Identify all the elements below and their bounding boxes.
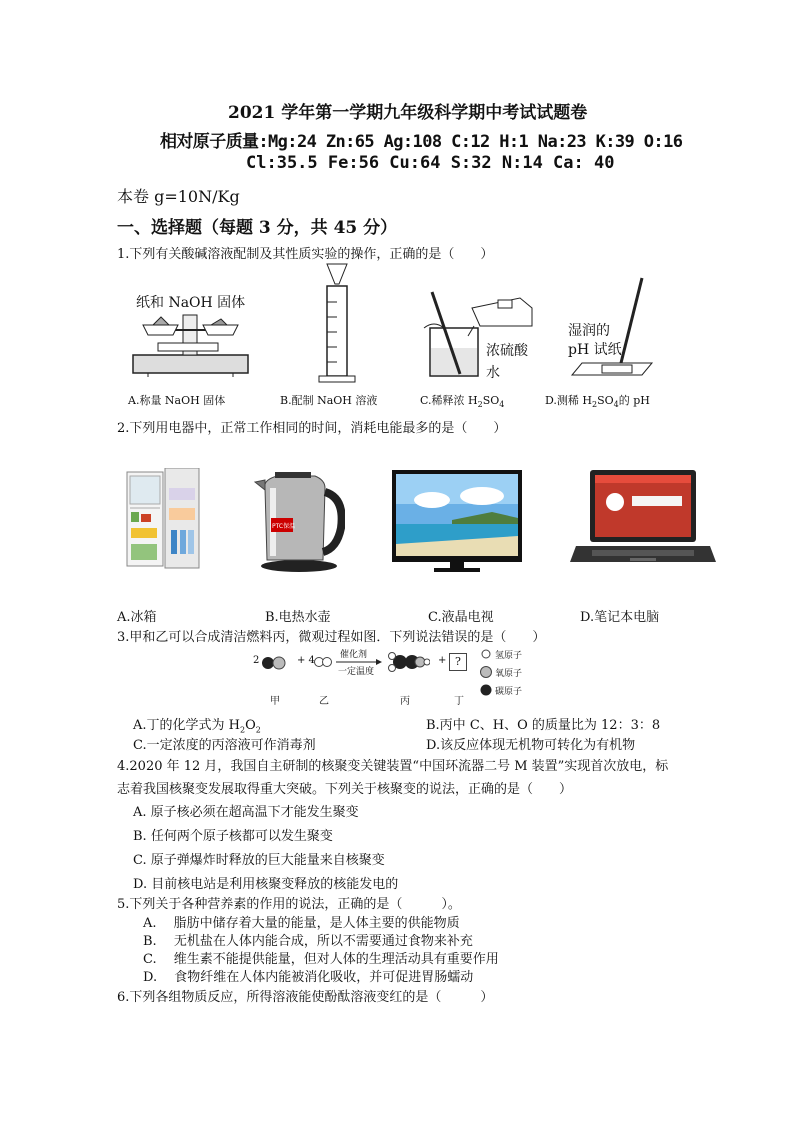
section-heading: 一、选择题（每题 3 分，共 45 分） [117, 218, 398, 238]
q3-legend-carbon-icon [480, 684, 492, 696]
q3-legend-hydrogen: 氢原子 [495, 651, 523, 661]
q3-catalyst: 催化剂 [340, 650, 368, 660]
q1-option-a[interactable]: A.称量 NaOH 固体 [128, 394, 226, 407]
sub: 4 [613, 400, 619, 410]
q1-fig-d-label-1: 湿润的 [568, 323, 610, 339]
q4-option-d[interactable]: D. 目前核电站是利用核聚变释放的核能发电的 [133, 877, 399, 892]
q3-unknown: ? [455, 655, 461, 668]
q1-option-c[interactable] [420, 392, 504, 409]
q4-option-b[interactable]: B. 任何两个原子核都可以发生聚变 [133, 829, 333, 844]
q2-option-a[interactable]: A.冰箱 [117, 610, 157, 625]
sub: 2 [255, 725, 261, 735]
q3-option-a-o: O [245, 718, 256, 733]
sub: 2 [592, 400, 598, 410]
exam-title: 2021 学年第一学期九年级科学期中考试试题卷 [228, 103, 588, 123]
q5-option-d[interactable]: D. 食物纤维在人体内能被消化吸收，并可促进胃肠蠕动 [143, 970, 474, 985]
q3-plus-4: + 4 [297, 655, 315, 666]
q1-option-d-text: D.测稀 H [545, 394, 593, 407]
gravity-note: 本卷 g=10N/Kg [117, 187, 240, 206]
q5-option-a[interactable]: A. 脂肪中储存着大量的能量，是人体主要的供能物质 [143, 916, 460, 931]
q1-cylinder-figure [315, 262, 360, 384]
q3-option-c[interactable]: C.一定浓度的丙溶液可作消毒剂 [133, 738, 316, 753]
q3-label-ding: 丁 [454, 696, 464, 707]
q3-plus-2: + [438, 655, 447, 666]
q3-label-bing: 丙 [400, 696, 410, 707]
q2-option-c[interactable]: C.液晶电视 [428, 610, 494, 625]
q3-legend-hydrogen-icon [481, 649, 491, 659]
q1-stem: 1.下列有关酸碱溶液配制及其性质实验的操作，正确的是（ ） [117, 247, 494, 262]
q4-option-c[interactable]: C. 原子弹爆炸时释放的巨大能量来自核聚变 [133, 853, 385, 868]
kettle-badge: PTC保温 [272, 523, 296, 530]
q3-label-yi: 乙 [319, 696, 329, 707]
q3-coef-left: 2 [253, 655, 260, 666]
q5-option-c[interactable]: C. 维生素不能提供能量，但对人体的生理活动具有重要作用 [143, 952, 499, 967]
q1-option-d[interactable] [545, 392, 650, 409]
q3-option-a-text: A.丁的化学式为 H [133, 718, 240, 733]
q3-molecule-c [388, 650, 430, 674]
q4-stem-line-2: 志着我国核聚变发展取得重大突破。下列关于核聚变的说法，正确的是（ ） [117, 782, 573, 797]
atomic-mass-line-1: 相对原子质量:Mg:24 Zn:65 Ag:108 C:12 H:1 Na:23 K:39 O:16 [160, 132, 683, 152]
q4-stem-line-1: 4.2020 年 12 月，我国自主研制的核聚变关键装置“中国环流器二号 M 装置”实现首次放电，标 [117, 759, 669, 774]
q1-fig-c-label-acid: 浓硫酸 [486, 343, 528, 359]
sub: 4 [499, 400, 505, 410]
q3-option-d[interactable]: D.该反应体现无机物可转化为有机物 [426, 738, 636, 753]
q1-fig-d-label-2: pH 试纸 [568, 342, 622, 358]
q3-molecule-a [260, 655, 288, 671]
q3-legend-carbon: 碳原子 [495, 687, 523, 697]
q3-legend-oxygen: 氧原子 [495, 669, 523, 679]
q3-legend-oxygen-icon [480, 666, 492, 678]
q1-option-c-so: SO [482, 394, 500, 407]
tv-image [392, 470, 522, 574]
atomic-mass-line-2: Cl:35.5 Fe:56 Cu:64 S:32 N:14 Ca: 40 [246, 153, 615, 173]
q1-fig-c-label-water: 水 [486, 365, 500, 381]
q1-option-b[interactable]: B.配制 NaOH 溶液 [280, 394, 378, 407]
q6-stem: 6.下列各组物质反应，所得溶液能使酚酞溶液变红的是（ ） [117, 990, 494, 1005]
q3-unknown-box [449, 653, 467, 671]
fridge-image [125, 468, 203, 573]
laptop-image [570, 470, 716, 570]
q2-option-b[interactable]: B.电热水壶 [265, 610, 331, 625]
q3-option-b[interactable]: B.丙中 C、H、O 的质量比为 12：3：8 [426, 718, 661, 733]
q1-option-c-text: C.稀释浓 H [420, 394, 478, 407]
kettle-image [253, 468, 345, 573]
q3-stem: 3.甲和乙可以合成清洁燃料丙，微观过程如图．下列说法错误的是（ ） [117, 630, 546, 645]
q2-stem: 2.下列用电器中，正常工作相同的时间，消耗电能最多的是（ ） [117, 421, 507, 436]
q1-dilution-figure [420, 290, 540, 380]
q3-condition: 一定温度 [338, 667, 375, 677]
q1-option-d-so: SO [597, 394, 614, 407]
q3-option-a[interactable] [133, 714, 261, 735]
q5-stem: 5.下列关于各种营养素的作用的说法，正确的是（ ）。 [117, 897, 461, 912]
q3-label-jia: 甲 [270, 696, 280, 707]
q1-option-d-ph: 的 pH [618, 394, 650, 407]
q1-fig-a-label: 纸和 NaOH 固体 [136, 295, 246, 311]
q2-option-d[interactable]: D.笔记本电脑 [580, 610, 660, 625]
q4-option-a[interactable]: A. 原子核必须在超高温下才能发生聚变 [133, 805, 359, 820]
q3-molecule-b [313, 656, 333, 668]
sub: 2 [477, 400, 483, 410]
sub: 2 [240, 725, 246, 735]
q5-option-b[interactable]: B. 无机盐在人体内能合成，所以不需要通过食物来补充 [143, 934, 473, 949]
